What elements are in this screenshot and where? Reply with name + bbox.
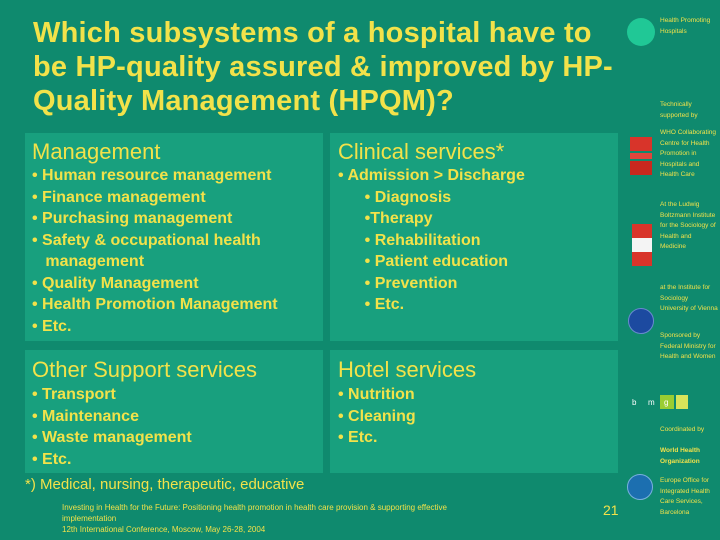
tech-supported-label: Technically supported by: [660, 101, 698, 119]
support-heading: Other Support services: [32, 357, 257, 382]
who-collab-label: WHO Collaborating Centre for Health Promotion in Hospitals and Health Care: [660, 129, 716, 178]
list-item: • Etc.: [32, 450, 72, 468]
conference-date: 12th International Conference, Moscow, May 26-28, 2004: [62, 525, 266, 534]
who-euro-label: Europe Office for Integrated Health Care Services, Barcelona: [660, 477, 710, 516]
svg-text:g: g: [664, 398, 669, 407]
list-item: • Finance management: [32, 188, 206, 206]
bmgf-logo-icon: [628, 395, 688, 409]
svg-text:m: m: [648, 398, 655, 407]
hotel-list: [338, 384, 416, 449]
list-item: • Admission > Discharge: [338, 167, 525, 184]
clinical-list: [338, 165, 525, 316]
list-item: • Cleaning: [338, 407, 416, 425]
list-item: • Human resource management: [32, 167, 272, 184]
list-item: • Quality Management: [32, 274, 199, 292]
svg-text:b: b: [632, 398, 637, 407]
hph-label: Health Promoting Hospitals: [660, 17, 711, 35]
page-number: 21: [603, 502, 619, 518]
lbi-logo-icon: [628, 133, 654, 181]
austria-flag-icon: [632, 224, 652, 266]
slide-title: Which subsystems of a hospital have to be HP-quality assured & improved by HP-Quality Management (HPQM)?: [33, 17, 613, 117]
list-item: management: [32, 253, 145, 270]
list-item: • Transport: [32, 386, 116, 403]
list-item: • Purchasing management: [32, 210, 233, 227]
list-item: • Waste management: [32, 429, 192, 446]
list-item: • Diagnosis: [338, 188, 452, 206]
list-item: • Nutrition: [338, 386, 415, 403]
footnote: *) Medical, nursing, therapeutic, educative: [25, 476, 305, 493]
university-seal-icon: [628, 308, 654, 334]
ministry-label: Sponsored by Federal Ministry for Health and Women: [660, 332, 716, 360]
support-list: [32, 384, 192, 470]
list-item: • Safety & occupational health: [32, 231, 261, 249]
conference-info: [62, 502, 482, 535]
university-label: at the Institute for Sociology University of Vienna: [660, 284, 718, 312]
hotel-heading: Hotel services: [338, 357, 477, 382]
list-item: • Prevention: [338, 274, 458, 292]
management-heading: Management: [32, 139, 161, 164]
clinical-heading: Clinical services*: [338, 139, 505, 164]
list-item: •Therapy: [338, 210, 433, 227]
list-item: • Health Promotion Management: [32, 296, 278, 313]
conference-title: Investing in Health for the Future: Positioning health promotion in health care provision & supporting effective implementation: [62, 503, 447, 523]
list-item: • Etc.: [338, 296, 405, 313]
coordinated-label: Coordinated by: [660, 426, 705, 433]
who-emblem-icon: [627, 474, 653, 500]
list-item: • Maintenance: [32, 407, 139, 425]
lbi-label: At the Ludwig Boltzmann Institute for the Sociology of Health and Medicine: [660, 201, 716, 250]
who-org-label: World Health Organization: [660, 447, 700, 465]
list-item: • Etc.: [338, 429, 378, 446]
management-list: [32, 165, 278, 337]
list-item: • Patient education: [338, 253, 509, 270]
list-item: • Rehabilitation: [338, 231, 481, 249]
hph-logo-icon: [627, 18, 655, 46]
list-item: • Etc.: [32, 317, 72, 335]
